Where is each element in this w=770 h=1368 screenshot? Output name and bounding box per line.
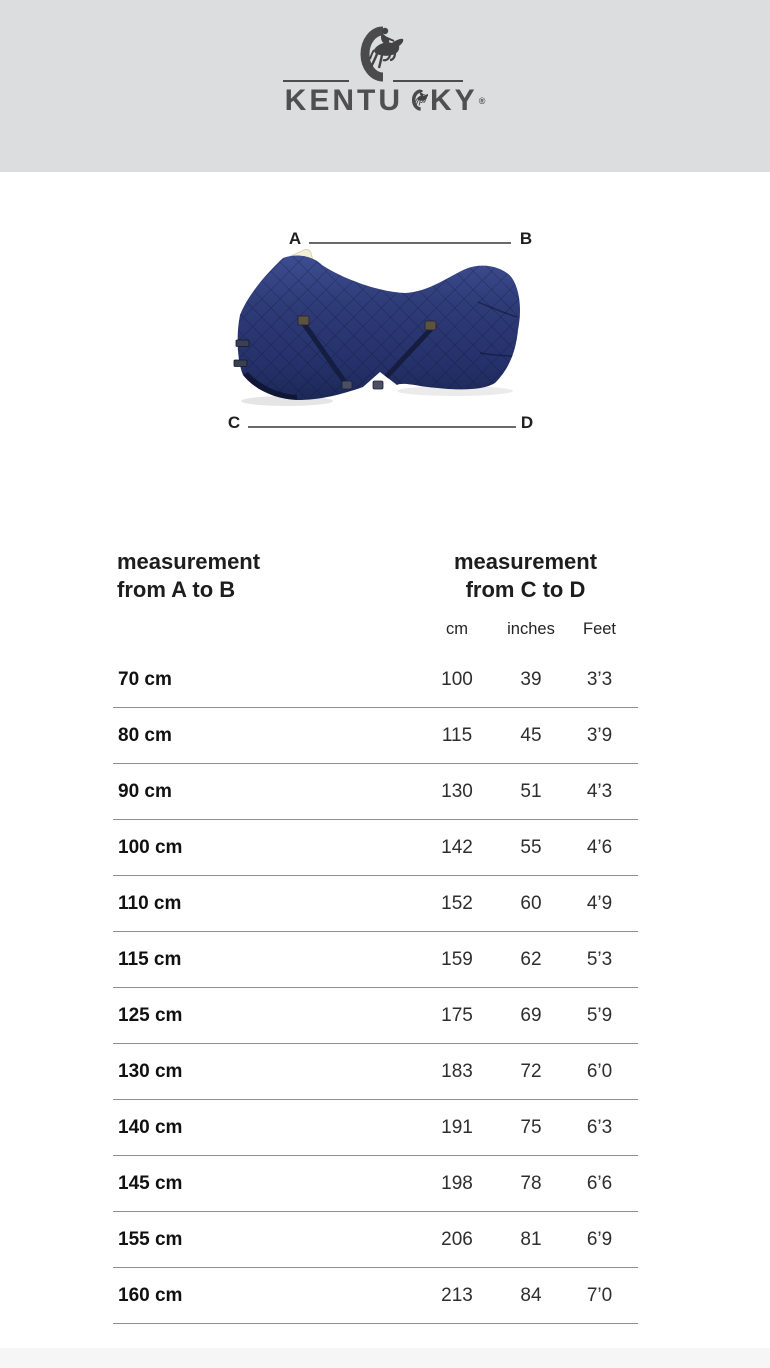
size-a-to-b: 160 cm [118, 1284, 183, 1306]
value-feet: 6’3 [586, 1116, 613, 1138]
value-cm: 115 [441, 724, 473, 746]
value-inches: 78 [520, 1172, 542, 1194]
size-a-to-b: 155 cm [118, 1228, 183, 1250]
value-feet: 3’3 [586, 668, 613, 690]
table-row [113, 1156, 638, 1212]
table-row [113, 1100, 638, 1156]
value-inches: 75 [520, 1116, 542, 1138]
table-row [113, 1212, 638, 1268]
size-a-to-b: 110 cm [118, 892, 182, 914]
size-a-to-b: 140 cm [118, 1116, 183, 1138]
measurement-diagram-section [0, 172, 770, 540]
value-inches: 45 [520, 724, 542, 746]
value-feet: 6’6 [586, 1172, 613, 1194]
value-inches: 51 [520, 780, 542, 802]
value-inches: 84 [520, 1284, 542, 1306]
size-a-to-b: 125 cm [118, 1004, 183, 1026]
size-table [113, 540, 638, 1324]
table-row [113, 708, 638, 764]
kentucky-wordmark [0, 84, 770, 121]
unit-header-row [113, 620, 638, 652]
size-a-to-b: 70 cm [118, 668, 172, 690]
value-cm: 152 [441, 892, 473, 914]
header-a-to-b: measurement from A to B [117, 549, 261, 602]
value-cm: 183 [441, 1060, 473, 1082]
unit-cm: cm [446, 620, 468, 638]
size-a-to-b: 90 cm [118, 780, 172, 802]
value-cm: 198 [441, 1172, 473, 1194]
table-row [113, 1268, 638, 1324]
wordmark-prefix: KENTU [284, 84, 403, 117]
value-inches: 39 [520, 668, 542, 690]
value-feet: 6’0 [586, 1060, 613, 1082]
table-row [113, 652, 638, 708]
table-row [113, 1044, 638, 1100]
value-cm: 142 [441, 836, 473, 858]
value-feet: 3’9 [586, 724, 613, 746]
value-inches: 60 [520, 892, 542, 914]
value-cm: 130 [441, 780, 473, 802]
kentucky-emblem-icon [340, 24, 410, 84]
table-row [113, 988, 638, 1044]
value-feet: 7’0 [586, 1284, 613, 1306]
blanket-body [234, 256, 520, 400]
size-a-to-b: 145 cm [118, 1172, 183, 1194]
registered-trademark: ® [478, 96, 486, 106]
value-feet: 4’3 [586, 780, 613, 802]
value-feet: 4’6 [586, 836, 613, 858]
value-inches: 81 [520, 1228, 542, 1250]
label-a: A [288, 229, 302, 248]
table-row [113, 820, 638, 876]
wordmark-c-emblem-icon [404, 84, 428, 116]
value-inches: 72 [520, 1060, 542, 1082]
value-cm: 175 [441, 1004, 473, 1026]
value-cm: 206 [441, 1228, 473, 1250]
table-row [113, 876, 638, 932]
value-inches: 62 [520, 948, 542, 970]
value-cm: 191 [441, 1116, 473, 1138]
next-section-edge [0, 1348, 770, 1368]
label-d: D [520, 413, 534, 432]
logo-rule-right [393, 80, 463, 82]
table-header [113, 540, 638, 604]
value-cm: 159 [441, 948, 473, 970]
wordmark-suffix: KY [430, 84, 478, 117]
size-a-to-b: 130 cm [118, 1060, 183, 1082]
logo-rule-left [283, 80, 349, 82]
table-row [113, 764, 638, 820]
blanket-size-diagram [225, 225, 545, 445]
size-a-to-b: 80 cm [118, 724, 172, 746]
value-feet: 5’3 [586, 948, 613, 970]
label-c: C [227, 413, 241, 432]
value-inches: 69 [520, 1004, 542, 1026]
unit-inches: inches [507, 620, 555, 638]
value-feet: 5’9 [586, 1004, 613, 1026]
value-cm: 213 [441, 1284, 473, 1306]
header-c-to-d: measurement from C to D [453, 549, 598, 602]
value-cm: 100 [441, 668, 473, 690]
value-feet: 6’9 [586, 1228, 613, 1250]
value-inches: 55 [520, 836, 542, 858]
size-a-to-b: 100 cm [118, 836, 183, 858]
unit-feet: Feet [582, 620, 617, 638]
table-row [113, 932, 638, 988]
brand-header [0, 0, 770, 172]
label-b: B [519, 229, 533, 248]
size-a-to-b: 115 cm [118, 948, 182, 970]
value-feet: 4’9 [586, 892, 613, 914]
